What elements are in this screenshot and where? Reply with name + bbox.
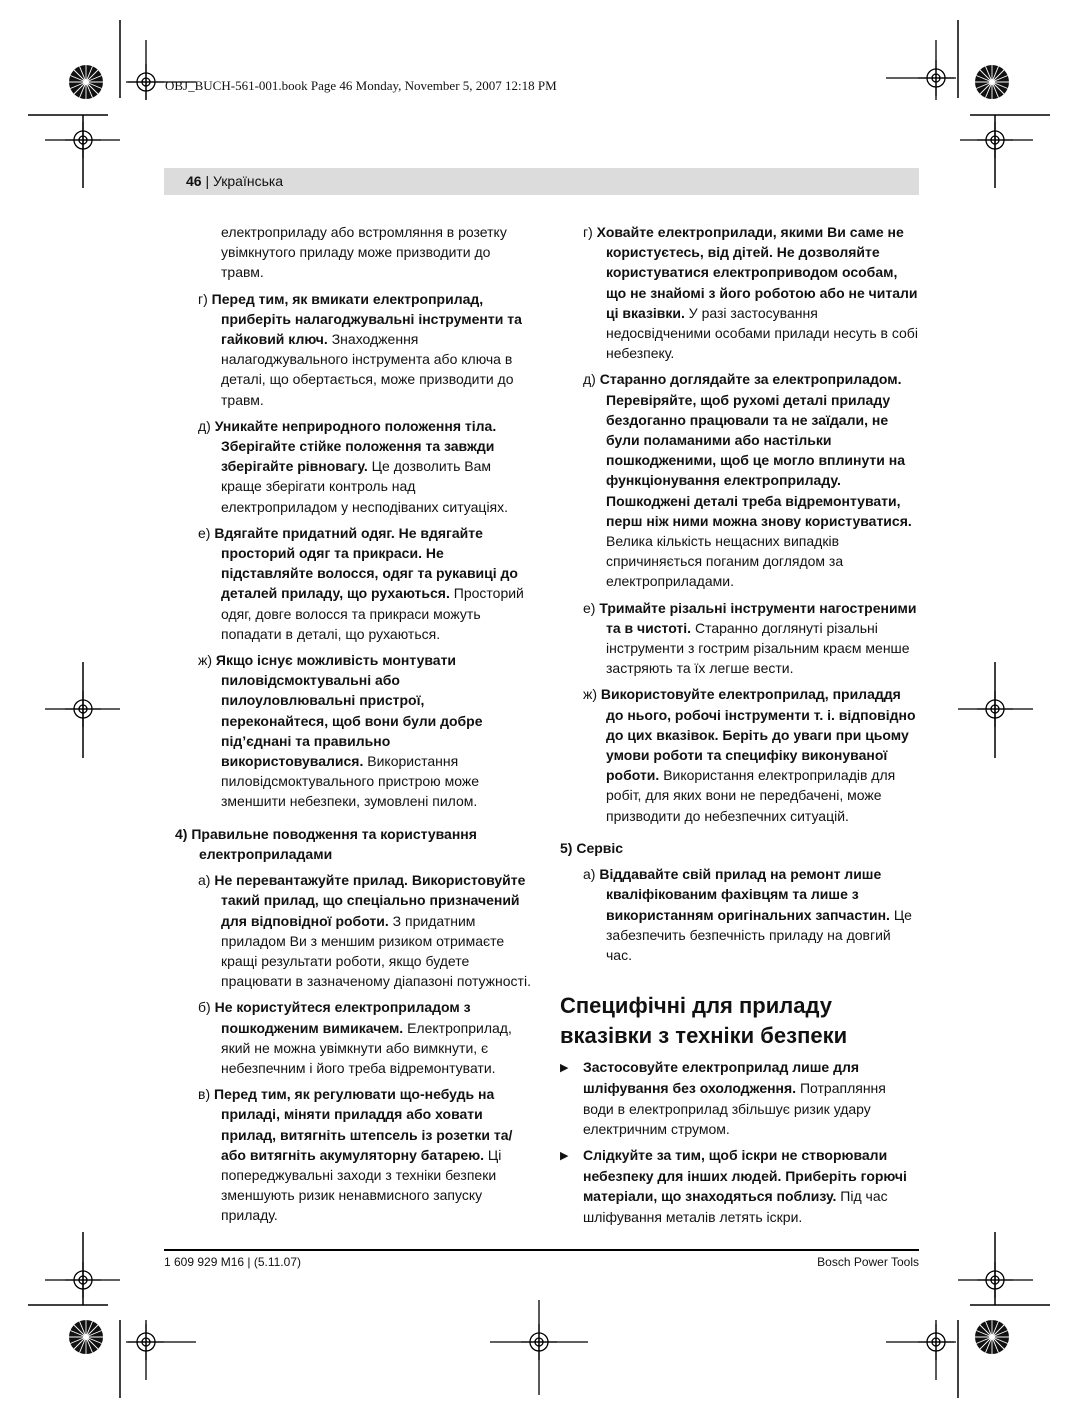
header-separator: | [201,173,213,189]
item-text: Це дозволить Вам краще зберігати контроль над електроприладом у несподіваних ситуаціях. [221,458,509,515]
section-label: 4) [175,825,188,842]
item-text: Це забезпечить безпечність приладу на довгий час. [606,906,912,963]
header-language: Українська [213,173,284,189]
bullet-text: Під час шліфування металів летять іскри. [583,1188,888,1225]
bullet-item [560,1145,918,1227]
triangle-bullet-icon: ▶ [560,1062,569,1075]
item-text: Ці попереджувальні заходи з техніки безпеки зменшують ризик ненавмисного запуску приладу. [221,1146,502,1224]
item-text: З придатним приладом Ви з меншим ризиком отримаєте кращі результати роботи, якщо будете працювати в зазначеному діапазоні потужності. [221,912,531,990]
item-text: Старанно доглянуті різальні інструменти з гострим різальним краєм менше застряють та їх легше вести. [606,619,910,677]
bullet-item [560,1057,918,1139]
list-item [175,523,531,644]
item-label: г) [198,290,208,307]
continued-paragraph: електроприладу або встромляння в розетку увімкнутого приладу може призводити до травм. [221,224,507,281]
item-bold: Перед тим, як вмикати електроприлад, приберіть налагоджувальні інструменти та гайковий ключ. [211,290,522,348]
page-header [186,173,283,189]
item-text: Електроприлад, який не можна увімкнути або вимкнути, є небезпечним і його треба відремонтувати. [221,1019,512,1076]
item-label: ж) [198,652,213,669]
list-item [175,870,531,991]
item-label: д) [583,371,596,388]
section-title: Сервіс [576,839,624,856]
item-label: а) [583,866,596,883]
bullet-bold: Слідкуйте за тим, щоб іскри не створювали небезпеку для інших людей. Приберіть горючі матеріали, що знаходяться поблизу. [583,1146,907,1205]
item-text: Велика кількість нещасних випадків спричиняється поганим доглядом за електроприладами. [606,533,844,590]
page-number: 46 [186,173,202,189]
list-item [560,369,918,591]
item-bold: Ховайте електроприлади, якими Ви саме не користуєтесь, від дітей. Не дозволяйте користуватися електроприводом особам, що не знайомі з його роботою або не читали ці вказівки. [596,224,918,321]
list-item [560,222,918,363]
item-text: Використання електроприладів для робіт, для яких вони не передбачені, може призводити до небезпечних ситуацій. [606,767,896,824]
list-item [175,289,531,410]
triangle-bullet-icon: ▶ [560,1149,569,1162]
item-label: е) [198,524,211,541]
item-label: г) [583,224,593,240]
list-item [560,864,918,965]
bullet-text: Потрапляння води в електроприлад збільшує ризик удару електричним струмом. [583,1080,886,1137]
section-label: 5) [560,839,573,856]
list-item [175,997,531,1078]
item-bold: Перед тим, як регулювати що-небудь на приладі, міняти приладдя або ховати прилад, витягніть штепсель із розетки та/або витягніть акумуляторну батарею. [214,1086,513,1163]
list-item [175,416,531,517]
footer-brand: Bosch Power Tools [817,1255,919,1269]
section-heading [175,824,531,864]
item-text: Знаходження налагоджувального інструмента або ключа в деталі, що обертається, може призводити до травм. [221,331,514,408]
item-label: а) [198,872,211,889]
section-title: Правильне поводження та користування електроприладами [191,825,477,862]
safety-heading-line2: вказівки з техніки безпеки [560,1023,848,1049]
item-bold: Старанно доглядайте за електроприладом. Перевіряйте, щоб рухомі деталі приладу бездоганно працювали та не заїдали, не були поламаними або настільки пошкодженими, щоб це могло вплинути на функціонування електроприладу. Пошкоджені деталі треба відремонтувати, перш ніж ними можна знову користуватися. [599,371,912,529]
footer-rule [164,1249,919,1251]
item-label: е) [583,599,596,616]
item-bold: Вдягайте придатний одяг. Не вдягайте просторий одяг та прикраси. Не підставляйте волосся, одяг та рукавиці до деталей приладу, що рухаються. [214,524,518,602]
item-bold: Не користуйтеся електроприладом з пошкодженим вимикачем. [214,999,471,1036]
item-label: ж) [583,686,598,703]
safety-heading-line1: Специфічні для приладу [560,993,832,1019]
section-heading [560,838,918,858]
item-text: Використання пиловідсмоктувального пристрою може зменшити небезпеки, зумовлені пилом. [221,753,479,810]
print-slug: OBJ_BUCH-561-001.book Page 46 Monday, November 5, 2007 12:18 PM [165,78,557,93]
section-title-block [560,991,918,1051]
item-label: в) [198,1086,211,1103]
item-text: У разі застосування недосвідченими особами прилади несуть в собі небезпеку. [606,304,918,362]
item-label: д) [198,417,211,434]
item-bold: Використовуйте електроприлад, приладдя до нього, робочі інструменти т. і. відповідно до цих вказівок. Беріть до уваги при цьому умови роботи та специфіку виконуваної роботи. [600,686,916,784]
item-bold: Віддавайте свій прилад на ремонт лише кваліфікованим фахівцям та лише з використанням оригінальних запчастин. [599,866,890,923]
list-item [175,650,531,812]
item-bold: Не перевантажуйте прилад. Використовуйте такий прилад, що спеціально призначений для відповідної роботи. [214,872,526,929]
item-text: Просторий одяг, довге волосся та прикраси можуть попадати в деталі, що рухаються. [221,585,524,642]
left-column [175,222,531,1226]
bullet-bold: Застосовуйте електроприлад лише для шліфування без охолодження. [583,1059,860,1097]
item-label: б) [198,999,211,1016]
list-item [560,684,918,825]
list-item [560,598,918,679]
right-column [560,222,918,1227]
item-bold: Уникайте неприродного положення тіла. Зберігайте стійке положення та завжди зберігайте рівновагу. [214,417,497,475]
item-bold: Тримайте різальні інструменти нагостреними та в чистоті. [599,599,917,636]
list-item [175,1084,531,1225]
footer-doc-number: 1 609 929 M16 | (5.11.07) [164,1255,301,1269]
item-bold: Якщо існує можливість монтувати пиловідсмоктувальні або пилоуловлювальні пристрої, переконайтеся, щоб вони були добре під’єднані та правильно використовувалися. [215,652,483,770]
